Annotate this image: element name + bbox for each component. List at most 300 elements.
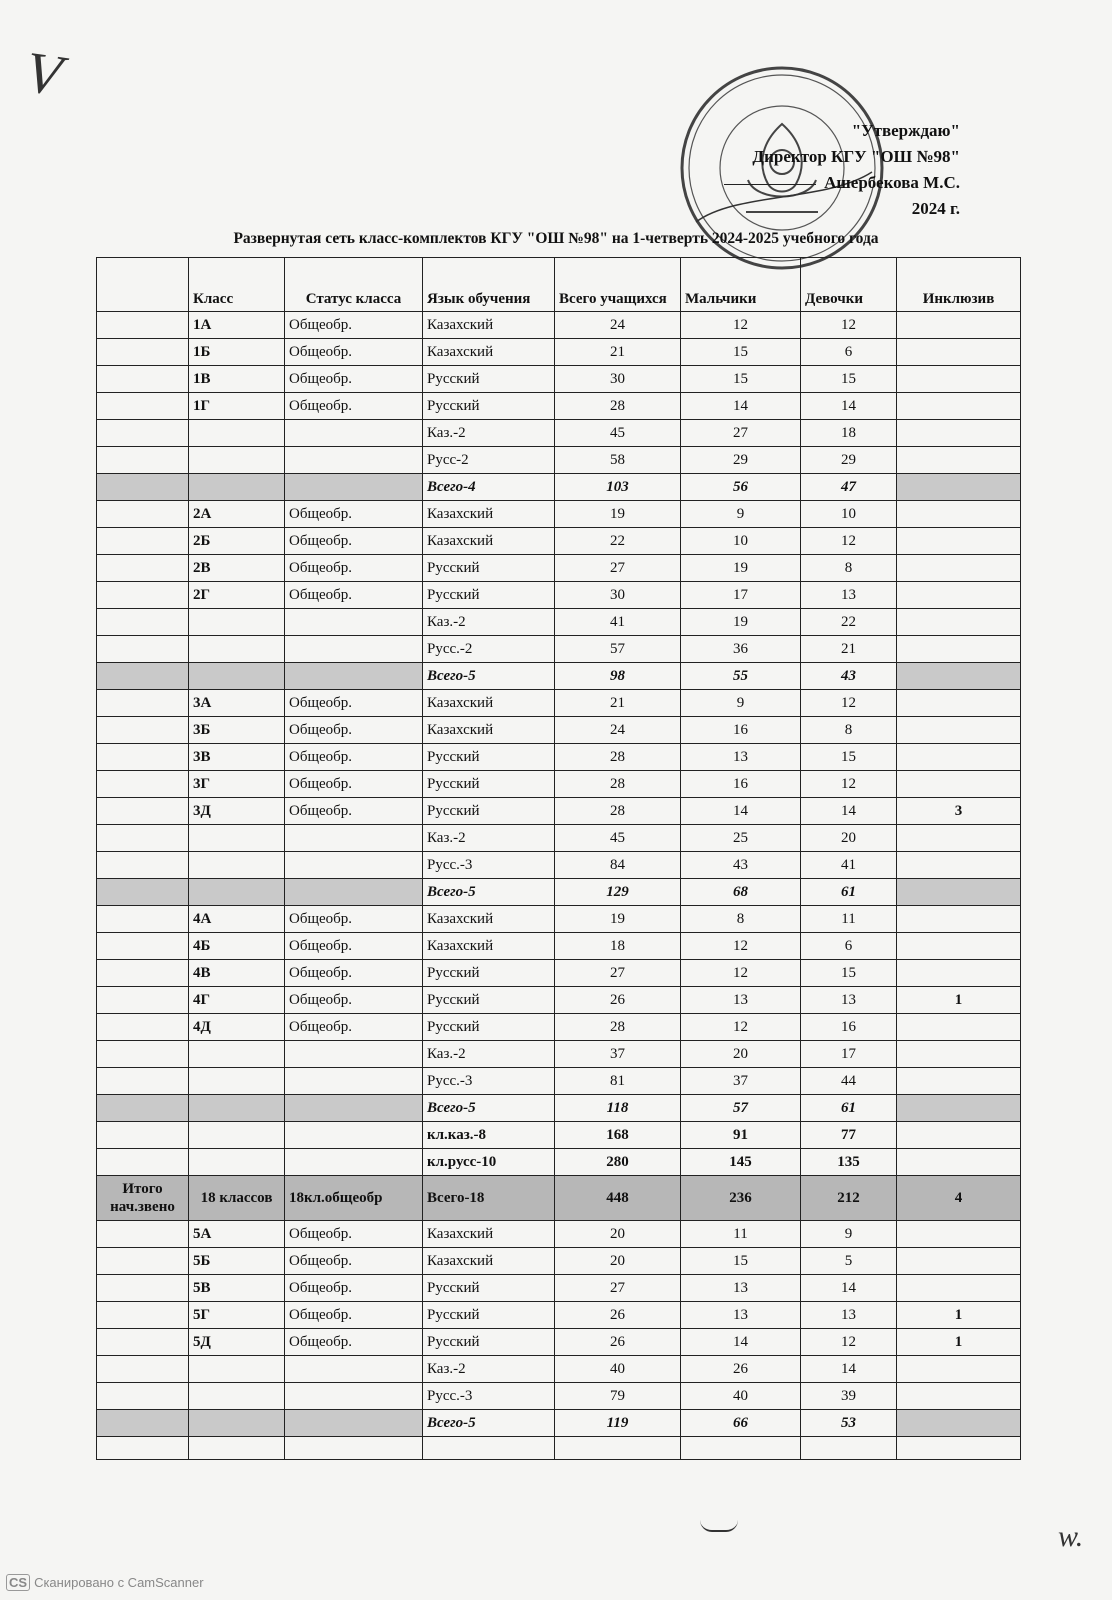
row-label-cell: [97, 393, 189, 420]
language-cell: Казахский: [423, 528, 555, 555]
status-cell: Общеобр.: [285, 717, 423, 744]
girls-cell: 47: [801, 474, 897, 501]
table-row: [97, 501, 1021, 528]
total-cell: 119: [555, 1410, 681, 1437]
boys-cell: 20: [681, 1041, 801, 1068]
status-cell: [285, 1356, 423, 1383]
girls-cell: 17: [801, 1041, 897, 1068]
total-cell: 30: [555, 582, 681, 609]
total-cell: 58: [555, 447, 681, 474]
total-cell: 28: [555, 1014, 681, 1041]
language-cell: Русс.-3: [423, 852, 555, 879]
language-cell: Каз.-2: [423, 420, 555, 447]
language-cell: Казахский: [423, 933, 555, 960]
table-row: [97, 1068, 1021, 1095]
language-cell: Русский: [423, 987, 555, 1014]
status-cell: [285, 1149, 423, 1176]
total-cell: 27: [555, 555, 681, 582]
boys-cell: 13: [681, 744, 801, 771]
row-label-cell: [97, 1014, 189, 1041]
language-cell: кл.русс-10: [423, 1149, 555, 1176]
girls-cell: 135: [801, 1149, 897, 1176]
inclusive-cell: [897, 852, 1021, 879]
language-cell: кл.каз.-8: [423, 1122, 555, 1149]
inclusive-cell: [897, 879, 1021, 906]
total-cell: 18: [555, 933, 681, 960]
language-cell: Русский: [423, 582, 555, 609]
class-cell: 5А: [189, 1221, 285, 1248]
boys-cell: 11: [681, 1221, 801, 1248]
language-cell: Всего-4: [423, 474, 555, 501]
table-row: [97, 1041, 1021, 1068]
boys-cell: 9: [681, 690, 801, 717]
table-row: [97, 1095, 1021, 1122]
row-label-cell: [97, 1248, 189, 1275]
table-row: [97, 312, 1021, 339]
table-row: [97, 1149, 1021, 1176]
row-label-cell: [97, 339, 189, 366]
inclusive-cell: [897, 1248, 1021, 1275]
total-cell: 45: [555, 420, 681, 447]
status-cell: Общеобр.: [285, 771, 423, 798]
boys-cell: 15: [681, 366, 801, 393]
total-cell: 79: [555, 1383, 681, 1410]
boys-cell: 37: [681, 1068, 801, 1095]
total-cell: 45: [555, 825, 681, 852]
class-cell: 4В: [189, 960, 285, 987]
class-cell: 3Б: [189, 717, 285, 744]
row-label-cell: [97, 1275, 189, 1302]
row-label-cell: [97, 636, 189, 663]
camscanner-text: Сканировано с CamScanner: [34, 1575, 204, 1590]
table-row: [97, 663, 1021, 690]
table-row: [97, 609, 1021, 636]
boys-cell: 14: [681, 798, 801, 825]
boys-cell: 17: [681, 582, 801, 609]
table-row: [97, 366, 1021, 393]
status-cell: [285, 1437, 423, 1460]
inclusive-cell: [897, 771, 1021, 798]
table-row: [97, 393, 1021, 420]
class-cell: [189, 474, 285, 501]
total-cell: 28: [555, 744, 681, 771]
girls-cell: 8: [801, 555, 897, 582]
class-cell: [189, 1095, 285, 1122]
girls-cell: 15: [801, 960, 897, 987]
boys-cell: 9: [681, 501, 801, 528]
total-cell: 27: [555, 960, 681, 987]
approval-block: [690, 118, 960, 222]
boys-cell: 40: [681, 1383, 801, 1410]
class-cell: [189, 1122, 285, 1149]
table-row: [97, 636, 1021, 663]
girls-cell: 13: [801, 1302, 897, 1329]
girls-cell: 15: [801, 366, 897, 393]
class-cell: 4А: [189, 906, 285, 933]
language-cell: Русский: [423, 1329, 555, 1356]
table-row: [97, 1275, 1021, 1302]
row-label-cell: Итого нач.звено: [97, 1176, 189, 1221]
girls-cell: 8: [801, 717, 897, 744]
boys-cell: 19: [681, 609, 801, 636]
row-label-cell: [97, 690, 189, 717]
table-row: [97, 852, 1021, 879]
total-cell: 57: [555, 636, 681, 663]
inclusive-cell: 4: [897, 1176, 1021, 1221]
class-cell: [189, 636, 285, 663]
total-cell: 26: [555, 1329, 681, 1356]
girls-cell: 14: [801, 1356, 897, 1383]
class-cell: [189, 1437, 285, 1460]
status-cell: [285, 1095, 423, 1122]
inclusive-cell: [897, 393, 1021, 420]
boys-cell: 8: [681, 906, 801, 933]
total-cell: 118: [555, 1095, 681, 1122]
class-cell: 5Г: [189, 1302, 285, 1329]
total-cell: 28: [555, 771, 681, 798]
table-row: [97, 906, 1021, 933]
header-class: Класс: [189, 258, 285, 312]
inclusive-cell: [897, 555, 1021, 582]
row-label-cell: [97, 1149, 189, 1176]
girls-cell: 43: [801, 663, 897, 690]
total-cell: 20: [555, 1248, 681, 1275]
language-cell: Казахский: [423, 1221, 555, 1248]
row-label-cell: [97, 1437, 189, 1460]
girls-cell: 11: [801, 906, 897, 933]
row-label-cell: [97, 582, 189, 609]
total-cell: 21: [555, 339, 681, 366]
total-cell: 24: [555, 717, 681, 744]
total-cell: 168: [555, 1122, 681, 1149]
status-cell: [285, 1383, 423, 1410]
row-label-cell: [97, 1356, 189, 1383]
table-row: [97, 771, 1021, 798]
boys-cell: 10: [681, 528, 801, 555]
total-cell: 28: [555, 393, 681, 420]
girls-cell: [801, 1437, 897, 1460]
total-cell: 28: [555, 798, 681, 825]
total-cell: 129: [555, 879, 681, 906]
status-cell: Общеобр.: [285, 933, 423, 960]
row-label-cell: [97, 474, 189, 501]
row-label-cell: [97, 1122, 189, 1149]
total-cell: 448: [555, 1176, 681, 1221]
inclusive-cell: [897, 663, 1021, 690]
inclusive-cell: [897, 960, 1021, 987]
status-cell: Общеобр.: [285, 987, 423, 1014]
boys-cell: 145: [681, 1149, 801, 1176]
total-cell: 103: [555, 474, 681, 501]
language-cell: Казахский: [423, 312, 555, 339]
inclusive-cell: [897, 906, 1021, 933]
total-cell: 41: [555, 609, 681, 636]
language-cell: Казахский: [423, 906, 555, 933]
header-empty: [97, 258, 189, 312]
class-cell: [189, 1068, 285, 1095]
girls-cell: 12: [801, 528, 897, 555]
signature-line: [724, 184, 816, 185]
row-label-cell: [97, 960, 189, 987]
total-cell: 81: [555, 1068, 681, 1095]
girls-cell: 13: [801, 582, 897, 609]
girls-cell: 16: [801, 1014, 897, 1041]
language-cell: Русский: [423, 1014, 555, 1041]
class-cell: [189, 1410, 285, 1437]
total-cell: [555, 1437, 681, 1460]
row-label-cell: [97, 420, 189, 447]
table-row: [97, 474, 1021, 501]
header-status: Статус класса: [285, 258, 423, 312]
status-cell: Общеобр.: [285, 744, 423, 771]
status-cell: [285, 663, 423, 690]
class-cell: 4Д: [189, 1014, 285, 1041]
boys-cell: 66: [681, 1410, 801, 1437]
boys-cell: 68: [681, 879, 801, 906]
row-label-cell: [97, 1221, 189, 1248]
boys-cell: 16: [681, 771, 801, 798]
class-cell: 3В: [189, 744, 285, 771]
camscanner-logo-icon: CS: [6, 1574, 30, 1591]
inclusive-cell: [897, 825, 1021, 852]
class-cell: [189, 609, 285, 636]
girls-cell: 18: [801, 420, 897, 447]
status-cell: Общеобр.: [285, 366, 423, 393]
status-cell: [285, 636, 423, 663]
language-cell: Русс-2: [423, 447, 555, 474]
inclusive-cell: [897, 1068, 1021, 1095]
table-row: [97, 960, 1021, 987]
language-cell: Казахский: [423, 717, 555, 744]
inclusive-cell: 3: [897, 798, 1021, 825]
status-cell: Общеобр.: [285, 528, 423, 555]
girls-cell: 77: [801, 1122, 897, 1149]
class-cell: 3Д: [189, 798, 285, 825]
status-cell: Общеобр.: [285, 339, 423, 366]
row-label-cell: [97, 312, 189, 339]
header-boys: Мальчики: [681, 258, 801, 312]
table-row: [97, 420, 1021, 447]
row-label-cell: [97, 1383, 189, 1410]
boys-cell: 12: [681, 1014, 801, 1041]
girls-cell: 44: [801, 1068, 897, 1095]
row-label-cell: [97, 528, 189, 555]
status-cell: Общеобр.: [285, 798, 423, 825]
status-cell: Общеобр.: [285, 582, 423, 609]
language-cell: Всего-5: [423, 663, 555, 690]
girls-cell: 10: [801, 501, 897, 528]
inclusive-cell: [897, 933, 1021, 960]
status-cell: Общеобр.: [285, 393, 423, 420]
status-cell: Общеобр.: [285, 1221, 423, 1248]
table-row: [97, 1356, 1021, 1383]
class-cell: 5В: [189, 1275, 285, 1302]
status-cell: Общеобр.: [285, 1275, 423, 1302]
girls-cell: 14: [801, 798, 897, 825]
inclusive-cell: 1: [897, 987, 1021, 1014]
girls-cell: 14: [801, 393, 897, 420]
boys-cell: 13: [681, 987, 801, 1014]
inclusive-cell: [897, 339, 1021, 366]
class-cell: 5Д: [189, 1329, 285, 1356]
page-title: Развернутая сеть класс-комплектов КГУ "ОШ №98" на 1-четверть 2024-2025 учебного года: [233, 230, 879, 247]
row-label-cell: [97, 987, 189, 1014]
language-cell: Русский: [423, 744, 555, 771]
girls-cell: 212: [801, 1176, 897, 1221]
girls-cell: 61: [801, 879, 897, 906]
inclusive-cell: [897, 528, 1021, 555]
language-cell: Казахский: [423, 1248, 555, 1275]
status-cell: [285, 1410, 423, 1437]
status-cell: [285, 852, 423, 879]
total-cell: 98: [555, 663, 681, 690]
boys-cell: 57: [681, 1095, 801, 1122]
header-language: Язык обучения: [423, 258, 555, 312]
total-cell: 26: [555, 1302, 681, 1329]
boys-cell: 19: [681, 555, 801, 582]
inclusive-cell: [897, 1095, 1021, 1122]
girls-cell: 15: [801, 744, 897, 771]
girls-cell: 41: [801, 852, 897, 879]
language-cell: Казахский: [423, 501, 555, 528]
inclusive-cell: 1: [897, 1302, 1021, 1329]
total-cell: 22: [555, 528, 681, 555]
row-label-cell: [97, 447, 189, 474]
table-row: [97, 1122, 1021, 1149]
table-row: [97, 1383, 1021, 1410]
approval-year: 2024 г.: [911, 199, 960, 218]
language-cell: Русс.-3: [423, 1068, 555, 1095]
inclusive-cell: [897, 447, 1021, 474]
inclusive-cell: [897, 420, 1021, 447]
girls-cell: 21: [801, 636, 897, 663]
girls-cell: 61: [801, 1095, 897, 1122]
class-cell: 1В: [189, 366, 285, 393]
class-cell: 2Г: [189, 582, 285, 609]
row-label-cell: [97, 1410, 189, 1437]
girls-cell: 53: [801, 1410, 897, 1437]
girls-cell: 12: [801, 1329, 897, 1356]
boys-cell: 13: [681, 1302, 801, 1329]
girls-cell: 5: [801, 1248, 897, 1275]
total-cell: 30: [555, 366, 681, 393]
table-row: [97, 1248, 1021, 1275]
class-cell: [189, 825, 285, 852]
total-cell: 40: [555, 1356, 681, 1383]
approval-title: "Утверждаю": [851, 121, 960, 140]
class-cell: 1А: [189, 312, 285, 339]
class-cell: 2Б: [189, 528, 285, 555]
inclusive-cell: [897, 744, 1021, 771]
class-cell: 3Г: [189, 771, 285, 798]
total-cell: 84: [555, 852, 681, 879]
girls-cell: 13: [801, 987, 897, 1014]
boys-cell: 27: [681, 420, 801, 447]
class-cell: 2А: [189, 501, 285, 528]
row-label-cell: [97, 366, 189, 393]
inclusive-cell: [897, 1383, 1021, 1410]
table-row: [97, 1221, 1021, 1248]
row-label-cell: [97, 798, 189, 825]
total-cell: 19: [555, 906, 681, 933]
table-row: [97, 1176, 1021, 1221]
table-row: [97, 744, 1021, 771]
language-cell: Всего-5: [423, 879, 555, 906]
handwritten-v-mark: V: [21, 38, 66, 109]
table-header-row: [97, 258, 1021, 312]
camscanner-footer: [6, 1574, 204, 1591]
status-cell: [285, 420, 423, 447]
table-row: [97, 1302, 1021, 1329]
status-cell: Общеобр.: [285, 312, 423, 339]
class-cell: 4Б: [189, 933, 285, 960]
total-cell: 37: [555, 1041, 681, 1068]
boys-cell: 12: [681, 960, 801, 987]
status-cell: 18кл.общеобр: [285, 1176, 423, 1221]
row-label-cell: [97, 1041, 189, 1068]
class-cell: [189, 852, 285, 879]
inclusive-cell: [897, 474, 1021, 501]
row-label-cell: [97, 609, 189, 636]
boys-cell: 55: [681, 663, 801, 690]
class-cell: 3А: [189, 690, 285, 717]
header-girls: Девочки: [801, 258, 897, 312]
class-cell: 5Б: [189, 1248, 285, 1275]
boys-cell: 26: [681, 1356, 801, 1383]
boys-cell: 12: [681, 933, 801, 960]
pen-stroke-mark: [700, 1520, 738, 1532]
girls-cell: 20: [801, 825, 897, 852]
row-label-cell: [97, 879, 189, 906]
class-cell: 4Г: [189, 987, 285, 1014]
row-label-cell: [97, 852, 189, 879]
class-network-table: [96, 257, 1021, 1460]
boys-cell: 14: [681, 1329, 801, 1356]
row-label-cell: [97, 771, 189, 798]
table-row: [97, 447, 1021, 474]
boys-cell: 56: [681, 474, 801, 501]
inclusive-cell: [897, 609, 1021, 636]
class-cell: [189, 420, 285, 447]
class-cell: [189, 663, 285, 690]
approval-director: Директор КГУ "ОШ №98": [752, 147, 960, 166]
table-row: [97, 528, 1021, 555]
class-cell: [189, 447, 285, 474]
table-row: [97, 690, 1021, 717]
boys-cell: 236: [681, 1176, 801, 1221]
table-row: [97, 825, 1021, 852]
language-cell: Русский: [423, 393, 555, 420]
table-row: [97, 582, 1021, 609]
status-cell: Общеобр.: [285, 1014, 423, 1041]
boys-cell: 16: [681, 717, 801, 744]
boys-cell: 13: [681, 1275, 801, 1302]
boys-cell: 91: [681, 1122, 801, 1149]
header-total: Всего учащихся: [555, 258, 681, 312]
boys-cell: 12: [681, 312, 801, 339]
table-row: [97, 933, 1021, 960]
status-cell: [285, 1122, 423, 1149]
table-row: [97, 1329, 1021, 1356]
inclusive-cell: [897, 1014, 1021, 1041]
girls-cell: 29: [801, 447, 897, 474]
inclusive-cell: 1: [897, 1329, 1021, 1356]
inclusive-cell: [897, 1410, 1021, 1437]
girls-cell: 6: [801, 933, 897, 960]
table-body: [97, 312, 1021, 1460]
status-cell: Общеобр.: [285, 501, 423, 528]
language-cell: [423, 1437, 555, 1460]
